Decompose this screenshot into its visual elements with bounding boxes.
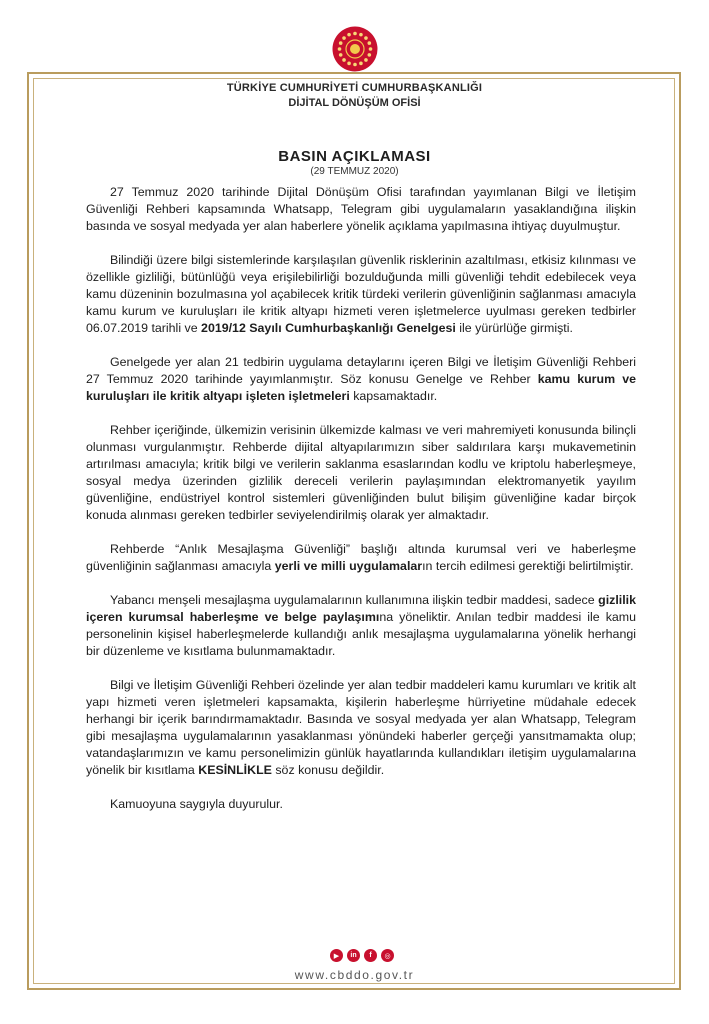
seal-star <box>342 36 346 40</box>
seal-star <box>368 53 372 57</box>
seal-star <box>359 62 363 66</box>
seal-star <box>347 33 351 37</box>
text-run: ın tercih edilmesi gerektiği belirtilmiştir. <box>422 559 634 573</box>
paragraph-5 <box>86 541 636 575</box>
paragraph-7 <box>86 677 636 779</box>
text-run: Rehberde “Anlık Mesajlaşma Güvenliği” başlığı altında kurumsal veri ve haberleşme güvenliğinin sağlanması amacıyla <box>86 542 636 573</box>
seal-star <box>368 41 372 45</box>
seal-star <box>338 47 342 51</box>
paragraph-3 <box>86 354 636 405</box>
paragraph-4 <box>86 422 636 524</box>
bold-text: kamu kurum ve kuruluşları ile kritik altyapı işleten işletmeleri <box>86 372 636 403</box>
document-title: BASIN AÇIKLAMASI <box>278 148 431 165</box>
seal-star <box>342 58 346 62</box>
seal-star <box>364 36 368 40</box>
text-run: 27 Temmuz 2020 tarihinde Dijital Dönüşüm Ofisi tarafından yayımlanan Bilgi ve İletişim Güvenliği Rehberi kapsamında Whatsapp, Telegram gibi uygulamaların yasaklandığına ilişkin basında ve sosyal medyada yer alan haberlere yönelik açıklama yapılmasına ihtiyaç duyulmuştur. <box>86 185 636 233</box>
website-link[interactable]: www.cbddo.gov.tr <box>294 968 415 982</box>
text-run: söz konusu değildir. <box>271 763 385 777</box>
text-run: na yöneliktir. Anılan tedbir maddesi ile kamu personelinin kişisel haberleşmelerde kullandığı anlık mesajlaşma uygulamalarına yönelik herhangi bir düzenleme ve kısıtlama bulunmamaktadır. <box>86 610 637 658</box>
text-run: Genelgede yer alan 21 tedbirin uygulama detaylarını içeren Bilgi ve İletişim Güvenliği Rehberi 27 Temmuz 2020 tarihinde yayımlanmıştır. Söz konusu Genelge ve Rehber <box>86 355 636 386</box>
seal-star <box>359 33 363 37</box>
seal-star <box>339 41 343 45</box>
text-run: Rehber içeriğinde, ülkemizin verisinin ülkemizde kalması ve veri mahremiyeti konusunda bilinçli olunması vurgulanmıştır. Rehberde dijital altyapılarımızın siber saldırılara karşı mukavemetinin artırılması amacıyla; kritik bilgi ve verilerin saklanma esaslarından kodlu ve kriptolu haberleşmeye, sosyal medya üzerinden gizlilik dereceli verilerin paylaşımından elektromanyetik yayılım güvenliğine, endüstriyel kontrol sistemleri güvenliğinden bulut bilişim güvenliğine kadar birçok konuda alınması gereken tedbirler seviyelendirilmiş olarak yer almaktadır. <box>86 423 636 522</box>
facebook-icon[interactable]: f <box>364 949 377 962</box>
institution-name: TÜRKİYE CUMHURİYETİ CUMHURBAŞKANLIĞI <box>226 82 483 94</box>
text-run: ile yürürlüğe girmişti. <box>455 321 573 335</box>
seal-star <box>364 58 368 62</box>
instagram-icon[interactable]: ◎ <box>381 949 394 962</box>
linkedin-icon[interactable]: in <box>347 949 360 962</box>
text-run: kapsamaktadır. <box>349 389 438 403</box>
seal-star <box>347 62 351 66</box>
document-body <box>86 184 636 830</box>
seal-star <box>353 63 357 67</box>
paragraph-1 <box>86 184 636 235</box>
bold-text: KESİNLİKLE <box>198 763 272 777</box>
paragraph-2 <box>86 252 636 337</box>
bold-text: yerli ve milli uygulamalar <box>274 559 423 573</box>
bold-text: gizlilik içeren kurumsal haberleşme ve belge paylaşımı <box>86 593 636 624</box>
bold-text: 2019/12 Sayılı Cumhurbaşkanlığı Genelgesi <box>201 321 456 335</box>
text-run: Yabancı menşeli mesajlaşma uygulamalarının kullanımına ilişkin tedbir maddesi, sadece <box>110 593 599 607</box>
seal-star <box>369 47 373 51</box>
paragraph-6 <box>86 592 636 660</box>
paragraph-list <box>86 184 636 779</box>
social-links <box>330 949 394 962</box>
text-run: Bilindiği üzere bilgi sistemlerinde karşılaşılan güvenlik risklerinin azaltılması, etkisiz kılınması ve özellikle gizliliği, bütünlüğü veya erişilebilirliği bozulduğunda milli güvenliği tehdit edebilecek veya kamu düzeninin bozulmasına yol açabilecek kritik türdeki verilerin güvenliğinin sağlanması amacıyla kamu kurum ve kuruluşları ile kritik altyapı hizmeti veren işletmelerce uyulması gereken tedbirler 06.07.2019 tarihli ve <box>86 253 636 335</box>
document-date: (29 TEMMUZ 2020) <box>310 166 399 177</box>
office-name: DİJİTAL DÖNÜŞÜM OFİSİ <box>288 97 421 109</box>
presidential-seal-icon <box>332 26 378 72</box>
seal-star <box>353 32 357 36</box>
text-run: Bilgi ve İletişim Güvenliği Rehberi özelinde yer alan tedbir maddeleri kamu kurumları ve kritik alt yapı hizmeti veren işletmeleri kapsamakta, kişilerin haberleşme hürriyetine müdahale edecek herhangi bir içerik barındırmamaktadır. Basında ve sosyal medyada yer alan Whatsapp, Telegram gibi mesajlaşma uygulamalarının yasaklanması yönündeki haberler gerçeği yansıtmamakta olup; vatandaşlarımızın ve kamu personelimizin günlük hayatlarında kullandıkları iletişim uygulamalarına yönelik bir kısıtlama <box>86 678 636 777</box>
seal-star <box>339 53 343 57</box>
youtube-icon[interactable]: ▶ <box>330 949 343 962</box>
closing-line: Kamuoyuna saygıyla duyurulur. <box>110 797 283 811</box>
